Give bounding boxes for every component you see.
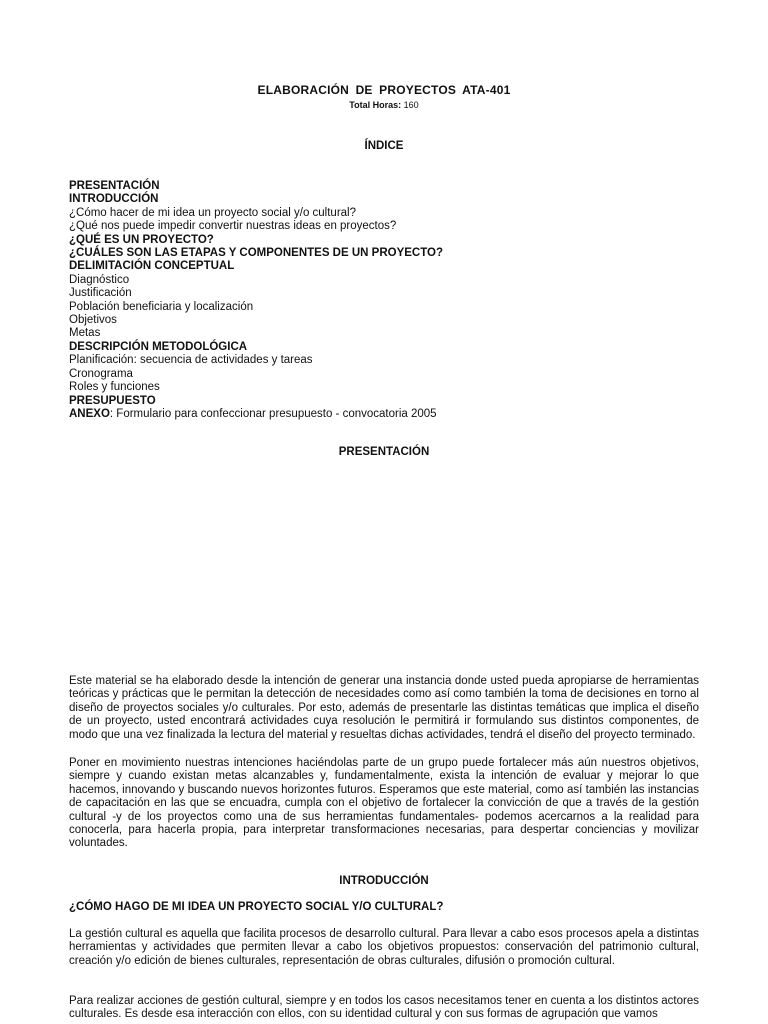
toc-item: ¿CUÁLES SON LAS ETAPAS Y COMPONENTES DE UN PROYECTO? [69,247,444,260]
document-title: ELABORACIÓN DE PROYECTOS ATA-401 [257,83,511,97]
toc-item: Cronograma [69,367,133,380]
toc-item: DELIMITACIÓN CONCEPTUAL [69,260,235,273]
toc-item: Población beneficiaria y localización [69,300,254,313]
introduction-heading: INTRODUCCIÓN [339,875,429,887]
toc-item: ¿QUÉ ES UN PROYECTO? [69,233,214,246]
annex-text: : Formulario para confeccionar presupuesto - convocatoria 2005 [109,407,437,420]
toc-item: Roles y funciones [69,381,160,394]
annex-label: ANEXO [69,407,110,420]
toc-item: PRESUPUESTO [69,394,156,407]
toc-item: Diagnóstico [69,273,130,286]
toc-item: DESCRIPCIÓN METODOLÓGICA [69,340,248,353]
toc-item: INTRODUCCIÓN [69,193,159,206]
toc-item: Planificación: secuencia de actividades y tareas [69,354,313,367]
presentation-paragraph-2: Poner en movimiento nuestras intenciones haciéndolas parte de un grupo puede fortalecer más aún nuestros objetivos, siempre y cuando existan metas alcanzables y, fundamentalmente, exista la intención de evaluar y mejorar lo que hacemos, innovando y buscando nuevos horizontes futuros. Esperamos que este material, como así también las instancias de capacitación en las que se encuadra, cumpla con el objetivo de fortalecer la convicción de que a través de la gestión cultural -y de los proyectos como una de sus herramientas fundamentales- podemos acercarnos a la realidad para conocerla, para hacerla propia, para interpretar transformaciones necesarias, para despertar conciencias y movilizar voluntades. [69,757,699,850]
presentation-heading: PRESENTACIÓN [338,446,430,458]
toc-annex [69,408,709,421]
toc-item: ¿Cómo hacer de mi idea un proyecto social y/o cultural? [69,206,357,219]
toc-item: PRESENTACIÓN [69,180,160,192]
total-hours [0,100,768,110]
introduction-question: ¿CÓMO HAGO DE MI IDEA UN PROYECTO SOCIAL Y/O CULTURAL? [69,901,444,913]
introduction-paragraph-1: La gestión cultural es aquella que facilita procesos de desarrollo cultural. Para llevar a cabo esos procesos apela a distintas herramientas y actividades que permiten llevar a cabo los objetivos propuestos: conservación del patrimonio cultural, creación y/o edición de bienes culturales, representación de obras culturales, difusión o promoción cultural. [69,928,699,967]
toc-item: Justificación [69,287,132,300]
toc-item: Metas [69,327,101,340]
toc-item: Objetivos [69,314,117,327]
introduction-paragraph-2: Para realizar acciones de gestión cultural, siempre y en todos los casos necesitamos tener en cuenta a los distintos actores culturales. Es desde esa interacción con ellos, con su identidad cultural y con sus formas de agrupación que vamos [69,995,699,1021]
table-of-contents [69,180,709,421]
total-hours-label: Total Horas: [349,100,402,110]
total-hours-value: 160 [403,100,419,110]
presentation-paragraph-1: Este material se ha elaborado desde la intención de generar una instancia donde usted pueda apropiarse de herramientas teóricas y prácticas que le permitan la detección de necesidades como así como también la toma de decisiones en torno al diseño de proyectos sociales y/o culturales. Por esto, además de presentarle las distintas temáticas que implica el diseño de un proyecto, usted encontrará actividades cuya resolución le permitirá ir formulando sus distintos componentes, de modo que una vez finalizada la lectura del material y resueltas dichas actividades, tendrá el diseño del proyecto terminado. [69,675,699,741]
index-heading: ÍNDICE [364,140,404,152]
toc-item: ¿Qué nos puede impedir convertir nuestras ideas en proyectos? [69,220,397,233]
